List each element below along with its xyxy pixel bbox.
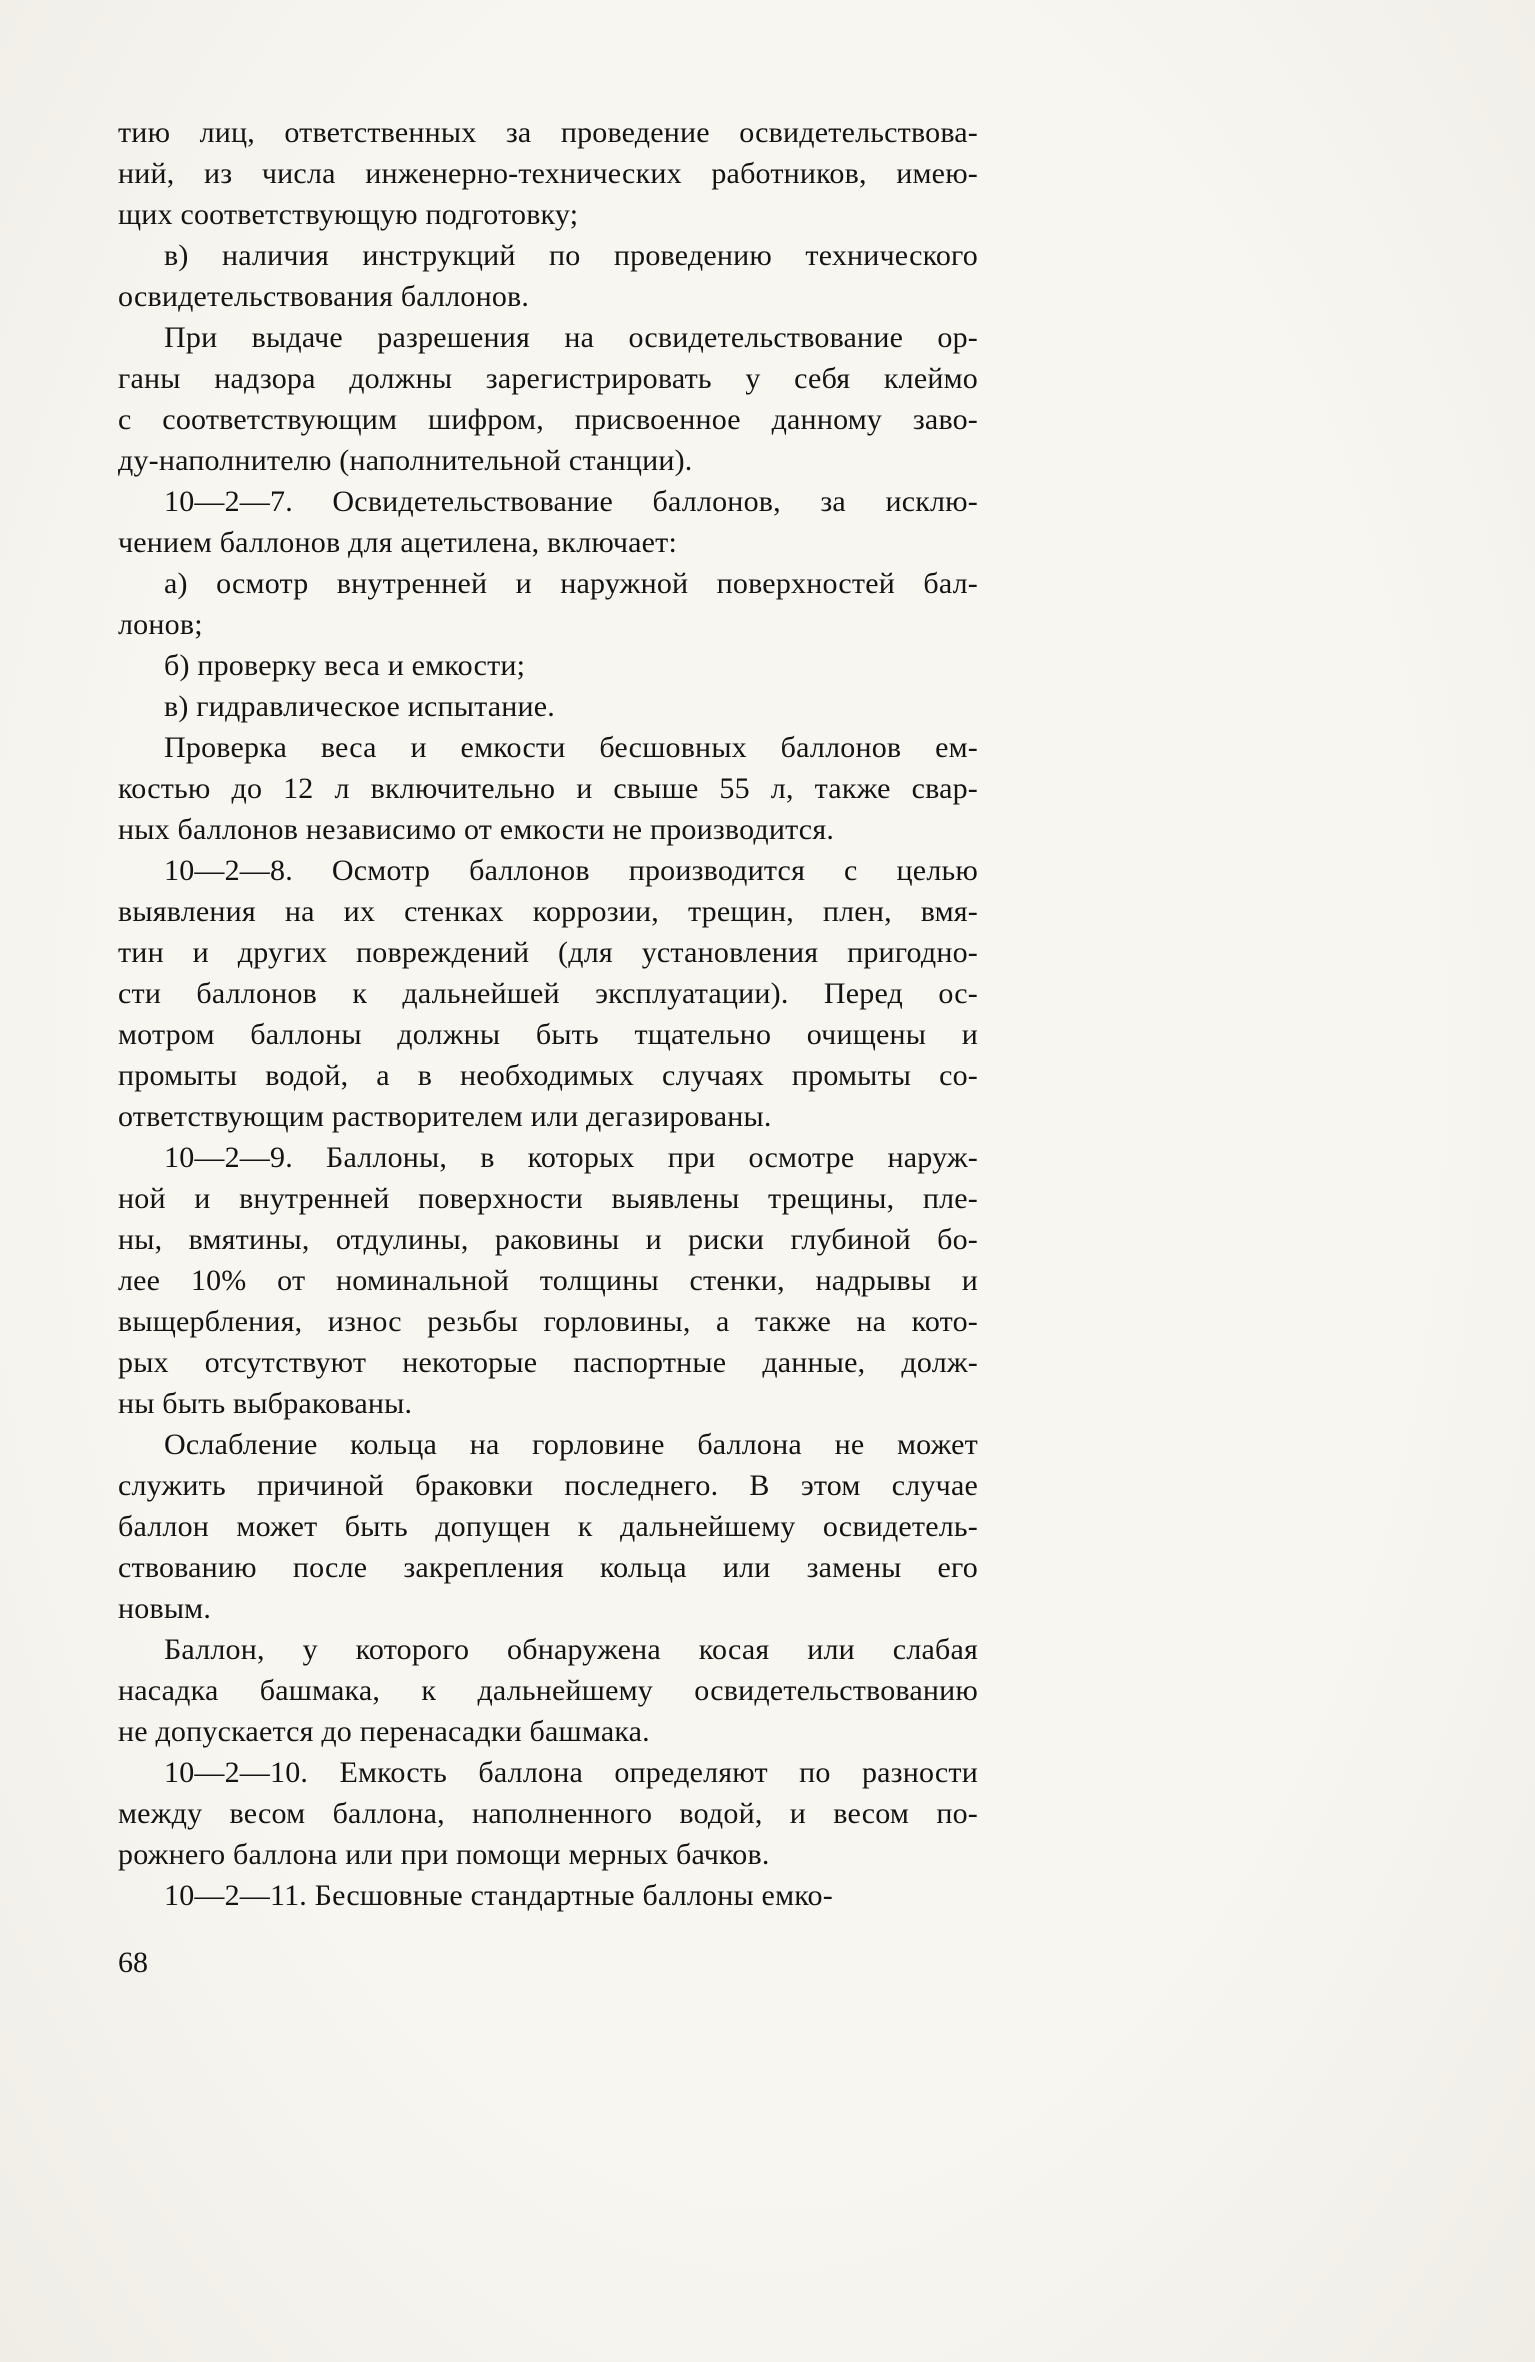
text-line: в) гидравлическое испытание.	[164, 690, 555, 723]
text-line: ствованию после закрепления кольца или замены его	[118, 1551, 978, 1584]
paragraph	[118, 235, 978, 317]
text-line: выщербления, износ резьбы горловины, а также на кото-	[118, 1305, 978, 1338]
text-line: мотром баллоны должны быть тщательно очищены и	[118, 1018, 978, 1051]
paragraph	[118, 1137, 978, 1424]
text-line: лонов;	[118, 608, 203, 641]
text-line: Проверка веса и емкости бесшовных баллонов ем-	[164, 731, 978, 764]
paragraph	[118, 850, 978, 1137]
text-line: ду-наполнителю (наполнительной станции).	[118, 444, 693, 477]
text-line: рых отсутствуют некоторые паспортные данные, долж-	[118, 1346, 978, 1379]
text-line: Баллон, у которого обнаружена косая или слабая	[164, 1633, 978, 1666]
text-line: чением баллонов для ацетилена, включает:	[118, 526, 678, 559]
paragraph	[118, 1875, 978, 1916]
text-line: ны быть выбракованы.	[118, 1387, 413, 1420]
text-line: костью до 12 л включительно и свыше 55 л, также свар-	[118, 772, 978, 805]
text-line: ны, вмятины, отдулины, раковины и риски глубиной бо-	[118, 1223, 978, 1256]
paragraph	[118, 1752, 978, 1875]
text-line: ний, из числа инженерно-технических работников, имею-	[118, 157, 978, 190]
text-line: между весом баллона, наполненного водой, и весом по-	[118, 1797, 978, 1830]
paragraph	[118, 112, 978, 235]
page-number: 68	[118, 1946, 148, 1979]
text-line: с соответствующим шифром, присвоенное данному заво-	[118, 403, 978, 436]
text-line: Ослабление кольца на горловине баллона не может	[164, 1428, 978, 1461]
text-line: в) наличия инструкций по проведению технического	[164, 239, 978, 272]
text-line: ответствующим растворителем или дегазированы.	[118, 1100, 772, 1133]
text-line: промыты водой, а в необходимых случаях промыты со-	[118, 1059, 978, 1092]
text-line: 10—2—11. Бесшовные стандартные баллоны емко-	[164, 1879, 833, 1912]
text-line: насадка башмака, к дальнейшему освидетельствованию	[118, 1674, 978, 1707]
text-line: новым.	[118, 1592, 212, 1625]
text-line: тию лиц, ответственных за проведение освидетельствова-	[118, 116, 978, 149]
text-line: баллон может быть допущен к дальнейшему освидетель-	[118, 1510, 978, 1543]
text-line: а) осмотр внутренней и наружной поверхностей бал-	[164, 567, 978, 600]
paragraph	[118, 1424, 978, 1629]
text-line: лее 10% от номинальной толщины стенки, надрывы и	[118, 1264, 978, 1297]
paragraph	[118, 645, 978, 686]
text-line: сти баллонов к дальнейшей эксплуатации). Перед ос-	[118, 977, 978, 1010]
text-line: тин и других повреждений (для установления пригодно-	[118, 936, 978, 969]
text-line: ных баллонов независимо от емкости не производится.	[118, 813, 835, 846]
text-line: ной и внутренней поверхности выявлены трещины, пле-	[118, 1182, 978, 1215]
text-line: не допускается до перенасадки башмака.	[118, 1715, 650, 1748]
paragraph	[118, 727, 978, 850]
text-line: ганы надзора должны зарегистрировать у себя клеймо	[118, 362, 978, 395]
text-line: 10—2—7. Освидетельствование баллонов, за исклю-	[164, 485, 978, 518]
text-block	[118, 112, 978, 1916]
text-line: служить причиной браковки последнего. В этом случае	[118, 1469, 978, 1502]
paragraph	[118, 481, 978, 563]
paragraph	[118, 686, 978, 727]
text-line: выявления на их стенках коррозии, трещин, плен, вмя-	[118, 895, 978, 928]
paragraph	[118, 1629, 978, 1752]
text-line: рожнего баллона или при помощи мерных бачков.	[118, 1838, 770, 1871]
text-line: 10—2—8. Осмотр баллонов производится с целью	[164, 854, 978, 887]
text-line: 10—2—10. Емкость баллона определяют по разности	[164, 1756, 978, 1789]
paragraph	[118, 317, 978, 481]
text-line: 10—2—9. Баллоны, в которых при осмотре наруж-	[164, 1141, 978, 1174]
text-line: освидетельствования баллонов.	[118, 280, 530, 313]
paragraph	[118, 563, 978, 645]
text-line: При выдаче разрешения на освидетельствование ор-	[164, 321, 978, 354]
text-line: щих соответствующую подготовку;	[118, 198, 579, 231]
text-line: б) проверку веса и емкости;	[164, 649, 526, 682]
